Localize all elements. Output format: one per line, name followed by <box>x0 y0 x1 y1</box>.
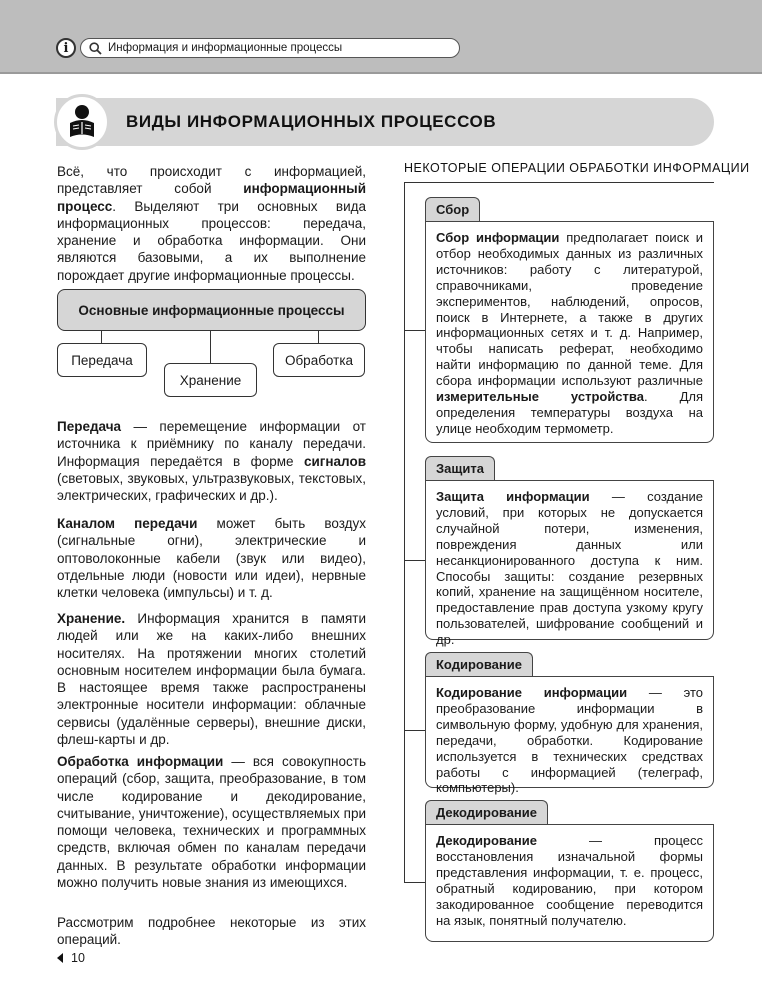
channel-paragraph: Каналом передачи может быть воздух (сигнальные огни), электрические и оптоволоконные кабели (звук или видео), отдельные люди (новости или идеи), нервные клетки человека (импульсы) и т. д. <box>57 516 366 601</box>
diagram-connector <box>101 331 102 343</box>
heading-underline <box>404 182 714 183</box>
protect-box: Защита информации — создание условий, при которых не допускается случайной потери, изменения, повреждения данных или несанкционированного доступа к ним. Способы защиты: создание резервных копий, хранение на защищённом носителе, предоставление прав доступа узкому кругу пользователей, шифрование сообщений и др. <box>425 480 714 640</box>
breadcrumb-text: Информация и информационные процессы <box>108 42 343 54</box>
operations-connector <box>404 560 425 561</box>
operations-heading: НЕКОТОРЫЕ ОПЕРАЦИИ ОБРАБОТКИ ИНФОРМАЦИИ <box>404 161 750 175</box>
search-icon <box>89 42 102 55</box>
info-icon[interactable]: i <box>56 38 76 58</box>
tab-protect: Защита <box>425 456 495 480</box>
diagram-main-node: Основные информационные процессы <box>57 289 366 331</box>
storage-paragraph: Хранение. Информация хранится в памяти людей или же на каких-либо внешних носителях. На протяжении многих столетий основным носителем информации была бумага. В настоящее время также распространены электронные носители информации: облачные сервисы (удалённые серверы), внешние диски, флеш-карты и др. <box>57 611 366 748</box>
collect-box: Сбор информации предполагает поиск и отбор необходимых данных из различных источников: работу с литературой, справочниками, проведение экспериментов, наблюдений, опросов, поиск в Интернете, а также в других информационных сетях и т. д. Например, чтобы написать реферат, необходимо найти информацию по данной теме. Для сбора информации используют различные измерительные устройства. Для определения температуры воздуха на улице необходим термометр. <box>425 221 714 443</box>
operations-connector <box>404 882 425 883</box>
operations-connector <box>404 730 425 731</box>
tab-collect: Сбор <box>425 197 480 221</box>
page-back-arrow-icon <box>57 953 63 963</box>
transmission-paragraph: Передача — перемещение информации от источника к приёмнику по каналу передачи. Информация передаётся в форме сигналов (световых, звуковых, ультразвуковых, текстовых, электрических, графических и др.). <box>57 419 366 504</box>
encode-box: Кодирование информации — это преобразование информации в символьную форму, удобную для хранения, передачи, обработки. Кодирование используется в технических средствах работы с информацией (телеграф, компьютеры). <box>425 676 714 788</box>
diagram-node-storage: Хранение <box>164 363 257 397</box>
processing-paragraph: Обработка информации — вся совокупность операций (сбор, защита, преобразование, в том числе кодирование и декодирование, считывание, уничтожение), осуществляемых при помощи человека, технических и программных средств, включая обмен по каналам передачи данных. В результате обработки информации можно получить новые знания из имеющихся. <box>57 754 366 891</box>
top-bar <box>0 0 762 74</box>
diagram-node-processing: Обработка <box>273 343 365 377</box>
diagram-node-transmission: Передача <box>57 343 147 377</box>
operations-connector <box>404 330 425 331</box>
reader-icon <box>54 94 110 150</box>
decode-box: Декодирование — процесс восстановления изначальной формы представления информации, т. е. процесс, обратный кодированию, при котором закодированное сообщение переводится на язык, понятный получателю. <box>425 824 714 942</box>
closing-paragraph: Рассмотрим подробнее некоторые из этих операций. <box>57 915 366 948</box>
tab-decode: Декодирование <box>425 800 548 824</box>
diagram-connector <box>210 331 211 363</box>
operations-connector-line <box>404 182 405 882</box>
breadcrumb[interactable] <box>80 38 460 58</box>
page-number: 10 <box>57 951 85 965</box>
diagram-connector <box>318 331 319 343</box>
page-title: ВИДЫ ИНФОРМАЦИОННЫХ ПРОЦЕССОВ <box>126 112 497 131</box>
intro-paragraph: Всё, что происходит с информацией, представляет собой информационный процесс. Выделяют три основных вида информационных процессов: передача, хранение и обработка информации. Они являются базовыми, а их выполнение порождает другие информационные процессы. <box>57 164 366 283</box>
tab-encode: Кодирование <box>425 652 533 676</box>
